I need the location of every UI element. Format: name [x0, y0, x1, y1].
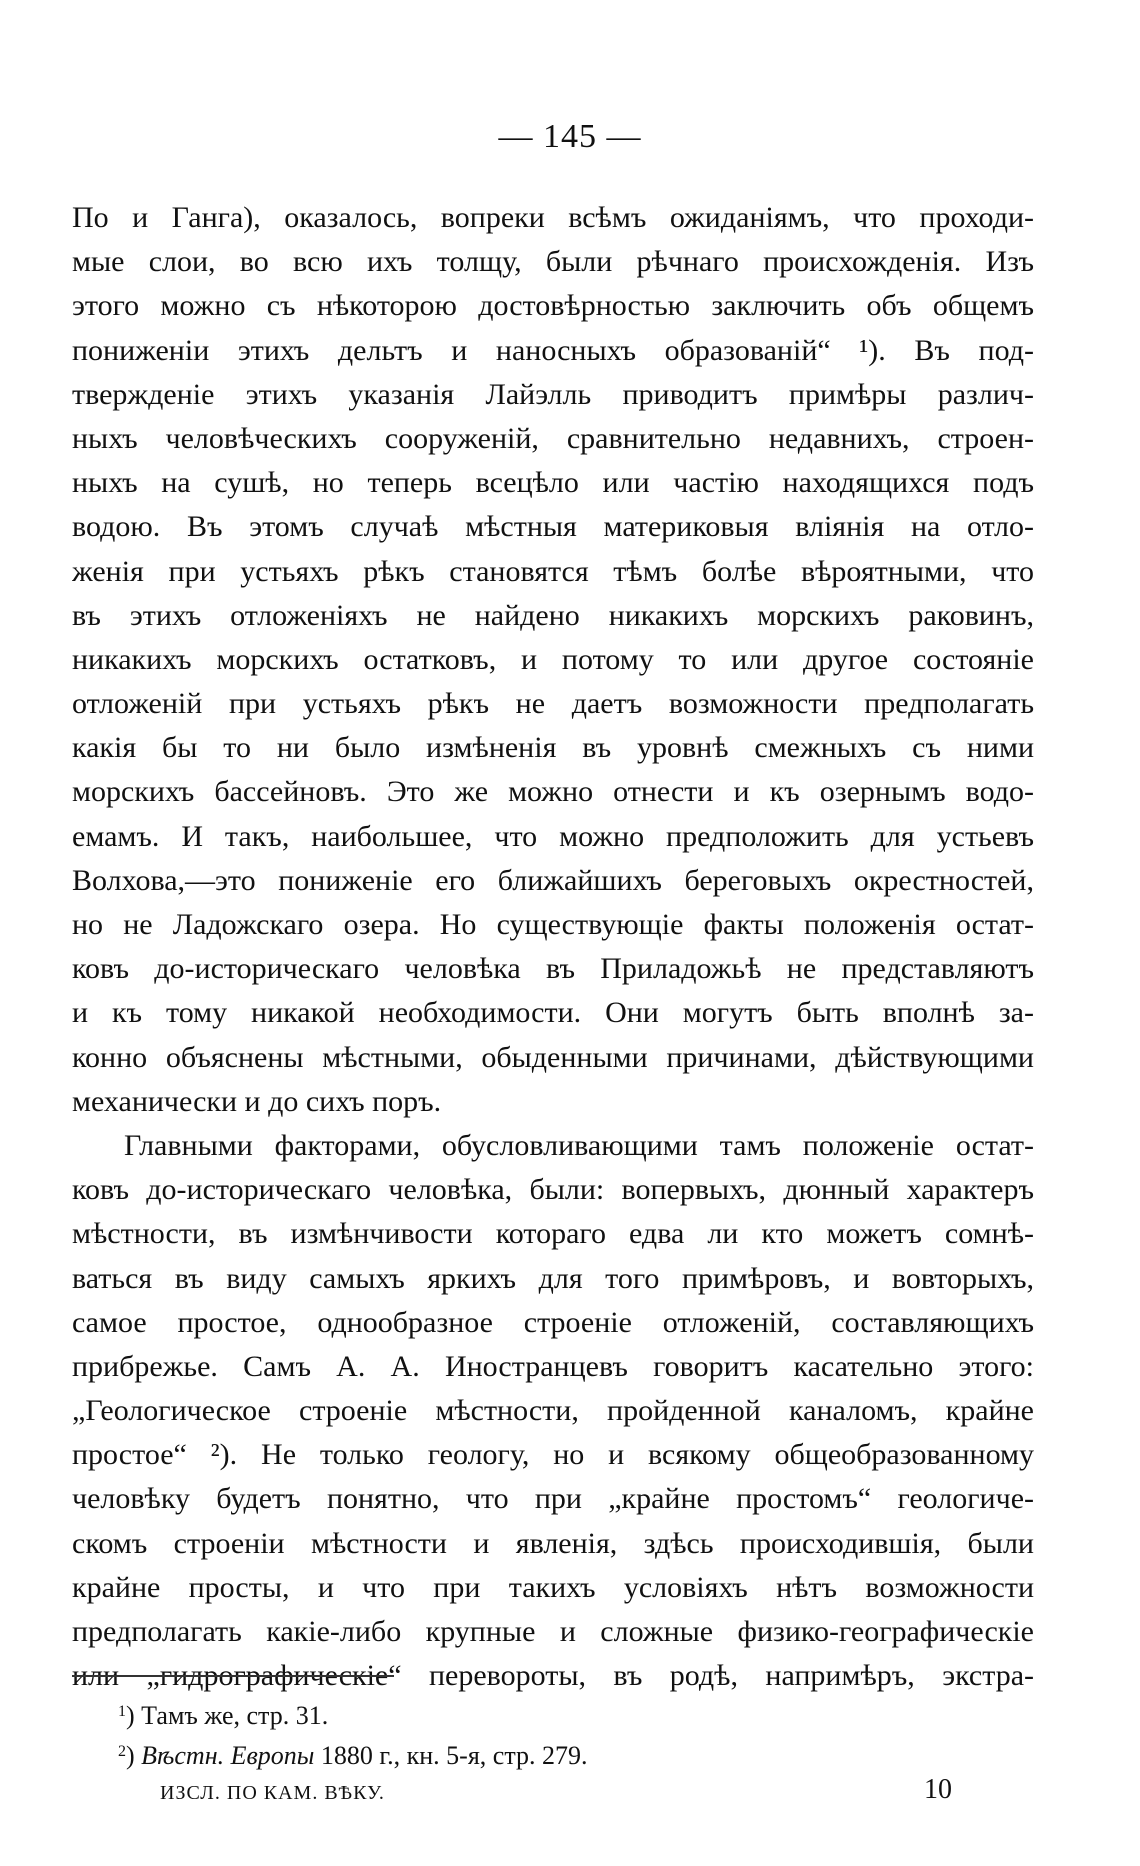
text-line: но не Ладожскаго озера. Но существующіе факты положенія остат- — [72, 908, 1034, 941]
footnote-mark: 1 — [118, 1703, 126, 1720]
text-line: ваться въ виду самыхъ яркихъ для того примѣровъ, и вовторыхъ, — [72, 1261, 1034, 1295]
footnote-source-title: Вѣстн. Европы — [134, 1741, 315, 1770]
text-line: емамъ. И такъ, наибольшее, что можно предположить для устьевъ — [72, 819, 1034, 853]
text-line: крайне просты, и что при такихъ условіяхъ нѣтъ возможности — [72, 1570, 1034, 1604]
text-line: предполагать какіе-либо крупные и сложные физико-географическіе — [72, 1615, 1034, 1648]
footnote — [118, 1696, 1018, 1736]
text-line: и къ тому никакой необходимости. Они могутъ быть вполнѣ за- — [72, 996, 1034, 1030]
text-line: самое простое, однообразное строеніе отложеній, составляющихъ — [72, 1305, 1034, 1339]
signature-mark: ИЗСЛ. ПО КАМ. ВѢКУ. — [160, 1782, 385, 1804]
text-line: конно объяснены мѣстными, обыденными причинами, дѣйствующими — [72, 1040, 1034, 1074]
text-line: ковъ до-историческаго человѣка, были: вопервыхъ, дюнный характеръ — [72, 1173, 1034, 1207]
text-line: механически и до сихъ поръ. — [72, 1084, 442, 1118]
text-line: человѣку будетъ понятно, что при „крайне простомъ“ геологиче- — [72, 1482, 1034, 1516]
text-line: твержденіе этихъ указанія Лайэлль приводитъ примѣры различ- — [72, 377, 1034, 411]
text-line: Волхова,—это пониженіе его ближайшихъ береговыхъ окрестностей, — [72, 863, 1034, 897]
text-line: никакихъ морскихъ остатковъ, и потому то или другое состояніе — [72, 642, 1034, 676]
text-line: женія при устьяхъ рѣкъ становятся тѣмъ болѣе вѣроятными, что — [72, 554, 1034, 588]
text-line: пониженіи этихъ дельтъ и наносныхъ образованій“ ¹). Въ под- — [72, 333, 1034, 367]
text-line: простое“ ²). Не только геологу, но и всякому общеобразованному — [72, 1438, 1034, 1472]
footnote-text: 1880 г., кн. 5-я, стр. 279. — [314, 1741, 588, 1770]
text-line: Главными факторами, обусловливающими тамъ положеніе остат- — [124, 1128, 1034, 1162]
text-line: мѣстности, въ измѣнчивости котораго едва ли кто можетъ сомнѣ- — [72, 1217, 1034, 1251]
text-line: скомъ строеніи мѣстности и явленія, здѣсь происходившія, были — [72, 1526, 1034, 1560]
text-line: отложеній при устьяхъ рѣкъ не даетъ возможности предполагать — [72, 687, 1034, 721]
text-line: въ этихъ отложеніяхъ не найдено никакихъ морскихъ раковинъ, — [72, 598, 1034, 632]
text-line: или „гидрографическіе“ перевороты, въ родѣ, напримѣръ, экстра- — [72, 1659, 1034, 1693]
text-line: этого можно съ нѣкоторою достовѣрностью заключить объ общемъ — [72, 289, 1034, 323]
text-line: „Геологическое строеніе мѣстности, пройденной каналомъ, крайне — [72, 1394, 1034, 1428]
footnotes — [118, 1696, 1018, 1776]
page-number: — 145 — — [498, 118, 642, 155]
footnote-text: Тамъ же, стр. 31. — [134, 1701, 329, 1730]
text-line: какія бы то ни было измѣненія въ уровнѣ смежныхъ съ ними — [72, 731, 1034, 765]
text-line: ковъ до-историческаго человѣка въ Приладожьѣ не представляютъ — [72, 952, 1034, 986]
text-line: водою. Въ этомъ случаѣ мѣстныя материковыя вліянія на отло- — [72, 510, 1034, 544]
sheet-number: 10 — [924, 1774, 952, 1805]
footnote-mark: 2 — [118, 1743, 126, 1760]
footnote-paren: ) — [126, 1741, 135, 1770]
footnote-separator — [72, 1675, 394, 1677]
text-line: ныхъ на сушѣ, но теперь всецѣло или частію находящихся подъ — [72, 466, 1034, 500]
footnote-paren: ) — [126, 1701, 135, 1730]
footnote — [118, 1736, 1018, 1776]
text-line: морскихъ бассейновъ. Это же можно отнести и къ озернымъ водо- — [72, 775, 1034, 809]
text-line: мые слои, во всю ихъ толщу, были рѣчнаго происхожденія. Изъ — [72, 245, 1034, 279]
text-line: ныхъ человѣческихъ сооруженій, сравнительно недавнихъ, строен- — [72, 421, 1034, 455]
text-line: По и Ганга), оказалось, вопреки всѣмъ ожиданіямъ, что проходи- — [72, 201, 1034, 234]
body-text — [72, 196, 1034, 1698]
text-line: прибрежье. Самъ А. А. Иностранцевъ говоритъ касательно этого: — [72, 1349, 1034, 1383]
